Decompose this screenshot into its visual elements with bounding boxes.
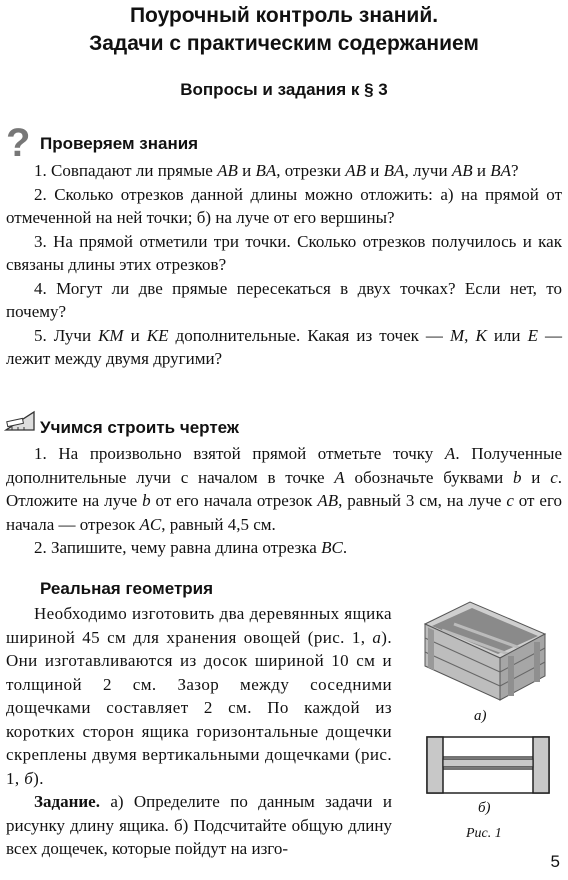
task-paragraph: Задание. а) Определите по данным задачи и рисунку длину ящика. б) Подсчитайте общую длину всех дощечек, которые пойдут на изго- bbox=[6, 792, 392, 858]
question-mark-icon bbox=[4, 122, 34, 162]
title-line-2: Задачи с практическим содержанием bbox=[89, 32, 479, 55]
question-3: 3. На прямой отметили три точки. Сколько отрезков получилось и как связаны длины этих отрезков? bbox=[6, 231, 562, 274]
section-heading-draw: Учимся строить чертеж bbox=[40, 418, 239, 437]
question-1: 1. Совпадают ли прямые AB и BA, отрезки AB и BA, лучи AB и BA? bbox=[34, 161, 519, 180]
crate-image bbox=[420, 596, 550, 706]
real-paragraph: Необходимо изготовить два деревянных ящика шириной 45 см для хранения овощей (рис. 1, а). Они изготавливаются из досок шириной 10 см и толщиной 2 см. Зазор между соседними дощечками составляет 2 см. По каждой из коротких сторон ящика горизонтальные дощечки скреплены двумя вертикальными дощечками (рис. 1, б). bbox=[6, 604, 392, 788]
draw-task-1: 1. На произвольно взятой прямой отметьте точку A. Полученные дополнительные лучи с началом в точке A обозначьте буквами b и c. Отложите на луче b от его начала отрезок AB, равный 3 см, на луче c от его начала — отрезок AC, равный 4,5 см. bbox=[6, 444, 562, 534]
page-title bbox=[0, 2, 568, 58]
check-questions bbox=[6, 159, 562, 371]
title-line-1: Поурочный контроль знаний. bbox=[129, 4, 439, 27]
real-problem-text bbox=[6, 602, 392, 861]
question-4: 4. Могут ли две прямые пересекаться в двух точках? Если нет, то почему? bbox=[6, 278, 562, 321]
question-5: 5. Лучи KM и KE дополнительные. Какая из точек — M, K или E — лежит между двумя другими? bbox=[6, 325, 562, 368]
figure-label-b: б) bbox=[478, 800, 491, 816]
crate-side-diagram bbox=[426, 735, 550, 795]
question-2: 2. Сколько отрезков данной длины можно отложить: а) на прямой от отмеченной на ней точки; б) на луче от его вершины? bbox=[6, 184, 562, 227]
svg-text:?: ? bbox=[6, 122, 31, 162]
section-heading-check: Проверяем знания bbox=[40, 134, 199, 153]
draw-task-2: 2. Запишите, чему равна длина отрезка BC. bbox=[34, 538, 348, 557]
section-heading-real: Реальная геометрия bbox=[40, 579, 214, 598]
figure-caption: Рис. 1 bbox=[466, 826, 502, 841]
page-number: 5 bbox=[550, 852, 560, 871]
figure-label-a: а) bbox=[474, 708, 487, 724]
drawing-tools-icon bbox=[4, 408, 38, 434]
draw-tasks bbox=[6, 442, 562, 560]
section-subtitle: Вопросы и задания к § 3 bbox=[180, 80, 388, 99]
